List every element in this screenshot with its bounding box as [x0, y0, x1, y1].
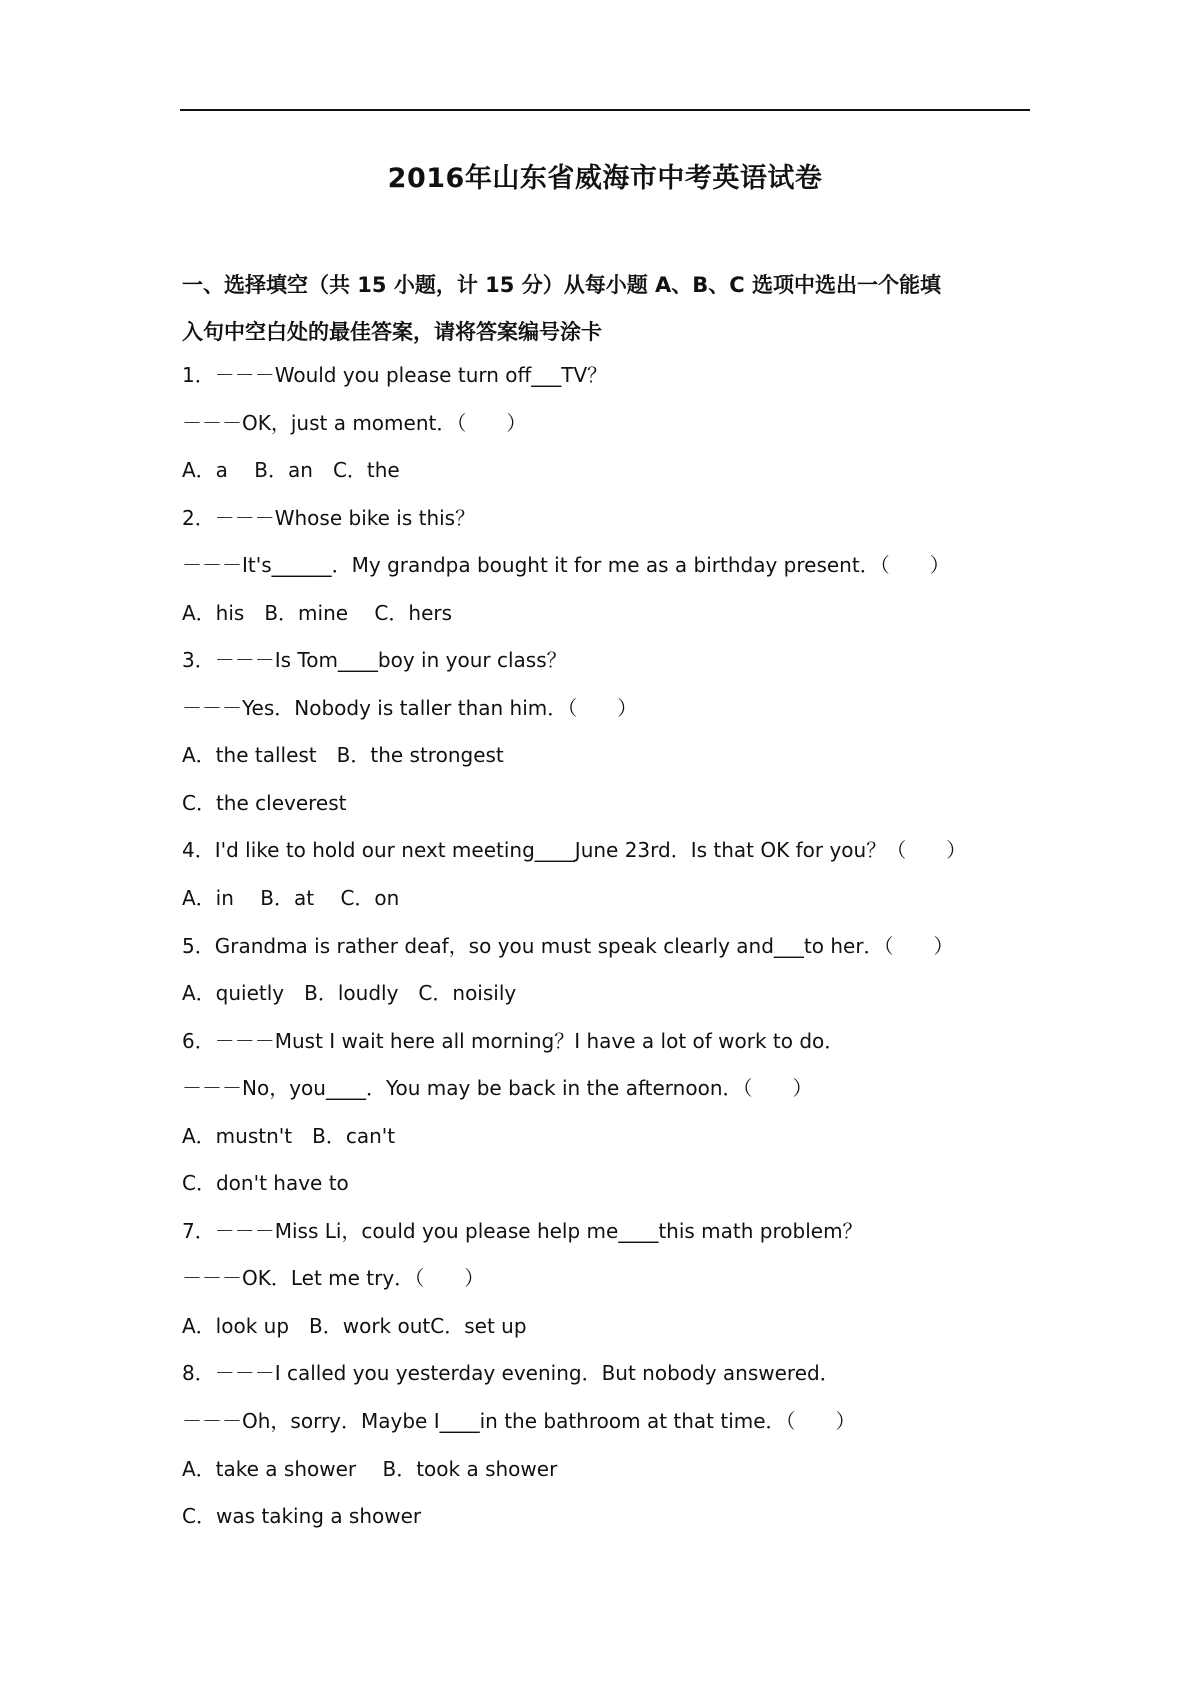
answer-options: C．was taking a shower [182, 1504, 422, 1529]
section-heading-line-1: 一、选择填空（共 15 小题，计 15 分）从每小题 A、B、C 选项中选出一个能填 [182, 273, 941, 297]
header-rule [180, 109, 1030, 111]
answer-options: A．look up B．work outC．set up [182, 1313, 527, 1338]
question-line: 1．－－－Would you please turn off___TV？ [182, 363, 608, 387]
question-line: －－－OK．Let me try．（ ） [182, 1266, 485, 1291]
page-title: 2016年山东省威海市中考英语试卷 [387, 163, 823, 194]
question-line: －－－It's______．My grandpa bought it for me as a birthday present．（ ） [182, 553, 950, 578]
question-line: 3．－－－Is Tom____boy in your class？ [182, 648, 567, 673]
section-heading-line-2: 入句中空白处的最佳答案，请将答案编号涂卡 [182, 320, 602, 344]
question-line: 6．－－－Must I wait here all morning？I have a lot of work to do． [182, 1028, 845, 1053]
question-line: －－－Yes．Nobody is taller than him．（ ） [182, 695, 638, 720]
answer-options: A．the tallest B．the strongest [182, 743, 504, 768]
question-line: －－－OK，just a moment．（ ） [182, 410, 527, 435]
question-line: －－－No，you____．You may be back in the afternoon．（ ） [182, 1076, 813, 1101]
answer-options: A．mustn't B．can't [182, 1123, 396, 1148]
answer-options: A．a B．an C．the [182, 458, 400, 483]
answer-options: A．quietly B．loudly C．noisily [182, 981, 517, 1006]
question-line: 5．Grandma is rather deaf，so you must speak clearly and___to her．（ ） [182, 933, 954, 958]
question-line: 4．I'd like to hold our next meeting____June 23rd．Is that OK for you？（ ） [182, 838, 967, 863]
answer-options: A．his B．mine C．hers [182, 600, 453, 625]
answer-options: A．in B．at C．on [182, 886, 400, 911]
question-line: 7．－－－Miss Li，could you please help me____this math problem？ [182, 1218, 863, 1243]
answer-options: A．take a shower B．took a shower [182, 1456, 558, 1481]
question-line: －－－Oh，sorry．Maybe I____in the bathroom at that time．（ ） [182, 1409, 856, 1434]
question-line: 2．－－－Whose bike is this？ [182, 505, 476, 530]
question-line: 8．－－－I called you yesterday evening．But nobody answered． [182, 1361, 840, 1386]
section-heading [182, 262, 1032, 356]
answer-options: C．the cleverest [182, 790, 347, 815]
answer-options: C．don't have to [182, 1171, 349, 1196]
question-list [182, 352, 1032, 1541]
